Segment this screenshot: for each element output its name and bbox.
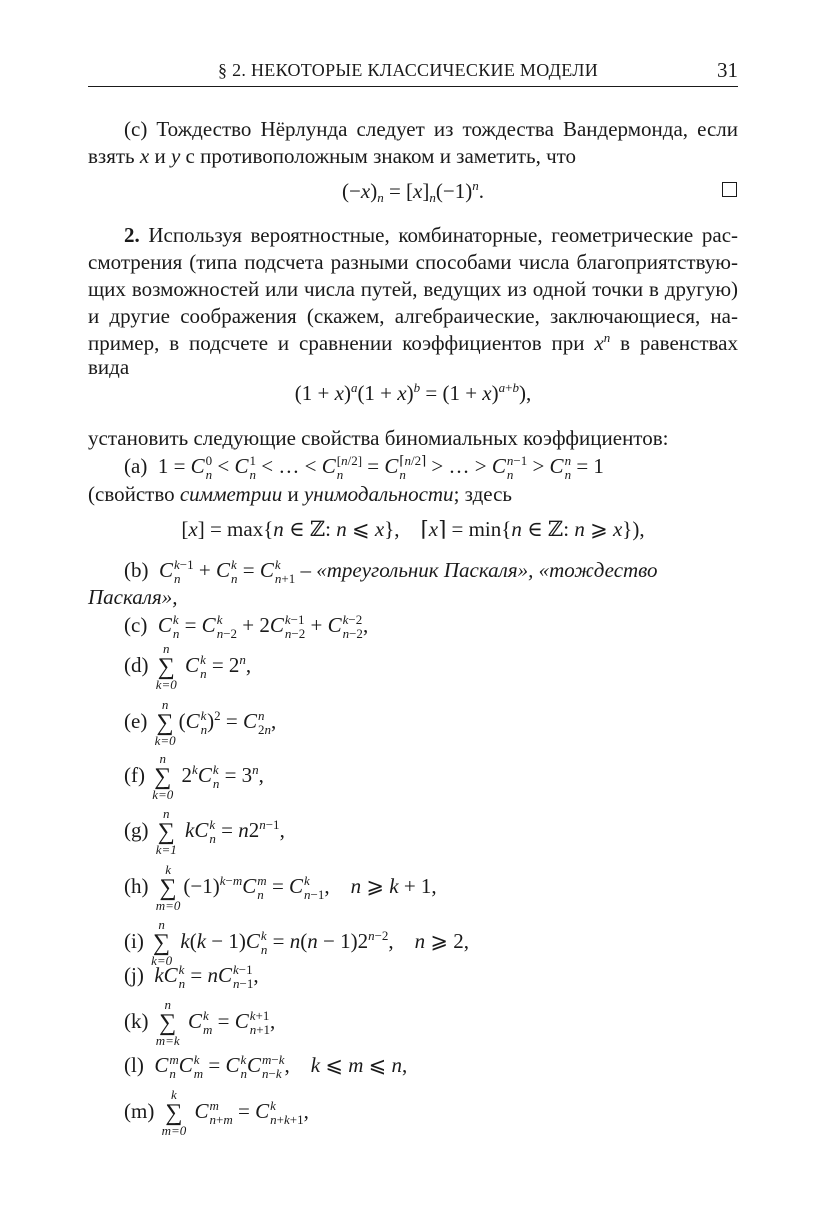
- problem2-line5: пример, в подсчете и сравнении коэффициентов при $x^n$ в равенствах: [88, 330, 738, 355]
- item-j: (j) kC k n = nC k−1 n−1 ,: [124, 962, 259, 992]
- problem2-line6: вида: [88, 355, 130, 379]
- qed-square-icon: [722, 182, 737, 197]
- equation-floor-ceil: [x] = max{n ∈ ℤ: n ⩽ x}, ⌈x⌉ = min{n ∈ ℤ: n ⩾ x}),: [181, 517, 645, 541]
- equation-binomial-product: $(1 + x)^a(1 + x)^b = (1 + x)^{a+b}$),: [294, 380, 532, 405]
- running-title: § 2. НЕКОТОРЫЕ КЛАССИЧЕСКИЕ МОДЕЛИ: [218, 60, 599, 80]
- item-e: (e) n ∑ k=0 (C k n )$^2$ = C n 2n ,: [124, 697, 277, 748]
- problem2-line1: 2. Используя вероятностные, комбинаторные, геометрические рас-: [124, 223, 739, 247]
- item-k: (k) n ∑ m=k C k m = C k+1 n+1 ,: [124, 997, 276, 1048]
- item-a-note: (свойство симметрии и унимодальности; здесь: [88, 482, 512, 506]
- item-g: (g) n ∑ k=1 kC k n = $n2^{n-1}$,: [124, 806, 285, 857]
- item-b: (b) C k−1 n + C k n = C k n+1 – «треугольник Паскаля», «тождество: [124, 557, 658, 587]
- problem2-line7: установить следующие свойства биномиальных коэффициентов:: [88, 426, 669, 450]
- item-i: (i) n ∑ k=0 k(k − 1)C k n = $n(n - 1)2^{n-2}$, n ⩾ 2,: [124, 917, 470, 968]
- running-header: [88, 58, 738, 87]
- item-b-cont: Паскаля»,: [88, 585, 178, 609]
- para-c-line2: взять x и y с противоположным знаком и заметить, что: [88, 144, 577, 168]
- para-c-line1: (c) Тождество Нёрлунда следует из тождества Вандермонда, если: [124, 117, 738, 141]
- page-number: 31: [717, 58, 738, 82]
- problem2-line3: щих возможностей или числа путей, ведущих из одной точки в другую): [88, 277, 738, 301]
- item-c: (c) C k n = C k n−2 + 2C k−1 n−2 + C k−2 n−2 ,: [124, 612, 369, 642]
- equation-norlund: $(-x)_n = [x]_n(-1)^n$.: [342, 178, 484, 205]
- item-m: (m) k ∑ m=0 C m n+m = C k n+k+1 ,: [124, 1087, 309, 1138]
- item-f: (f) n ∑ k=0 2$^k$C k n = $3^n$,: [124, 751, 264, 802]
- item-l: (l) C m n C k m = C k n C m−k n−k , k ⩽ m ⩽ n,: [124, 1052, 408, 1082]
- item-h: (h) k ∑ m=0 $(-1)^{k-m}C$ m n = C k n−1 , n ⩾ k + 1,: [124, 862, 437, 913]
- item-a: (a) 1 = C 0 n < C 1 n < … < C [n/2] n = C ⌈n/2⌉ n > … > C n−1 n > C n n = 1: [124, 453, 604, 483]
- problem2-line4: и другие соображения (скажем, алгебраические, заключающиеся, на-: [88, 304, 738, 328]
- problem2-line2: смотрения (типа подсчета разными способами числа благоприятствую-: [88, 250, 738, 274]
- item-d: (d) n ∑ k=0 C k n = $2^n$,: [124, 641, 252, 692]
